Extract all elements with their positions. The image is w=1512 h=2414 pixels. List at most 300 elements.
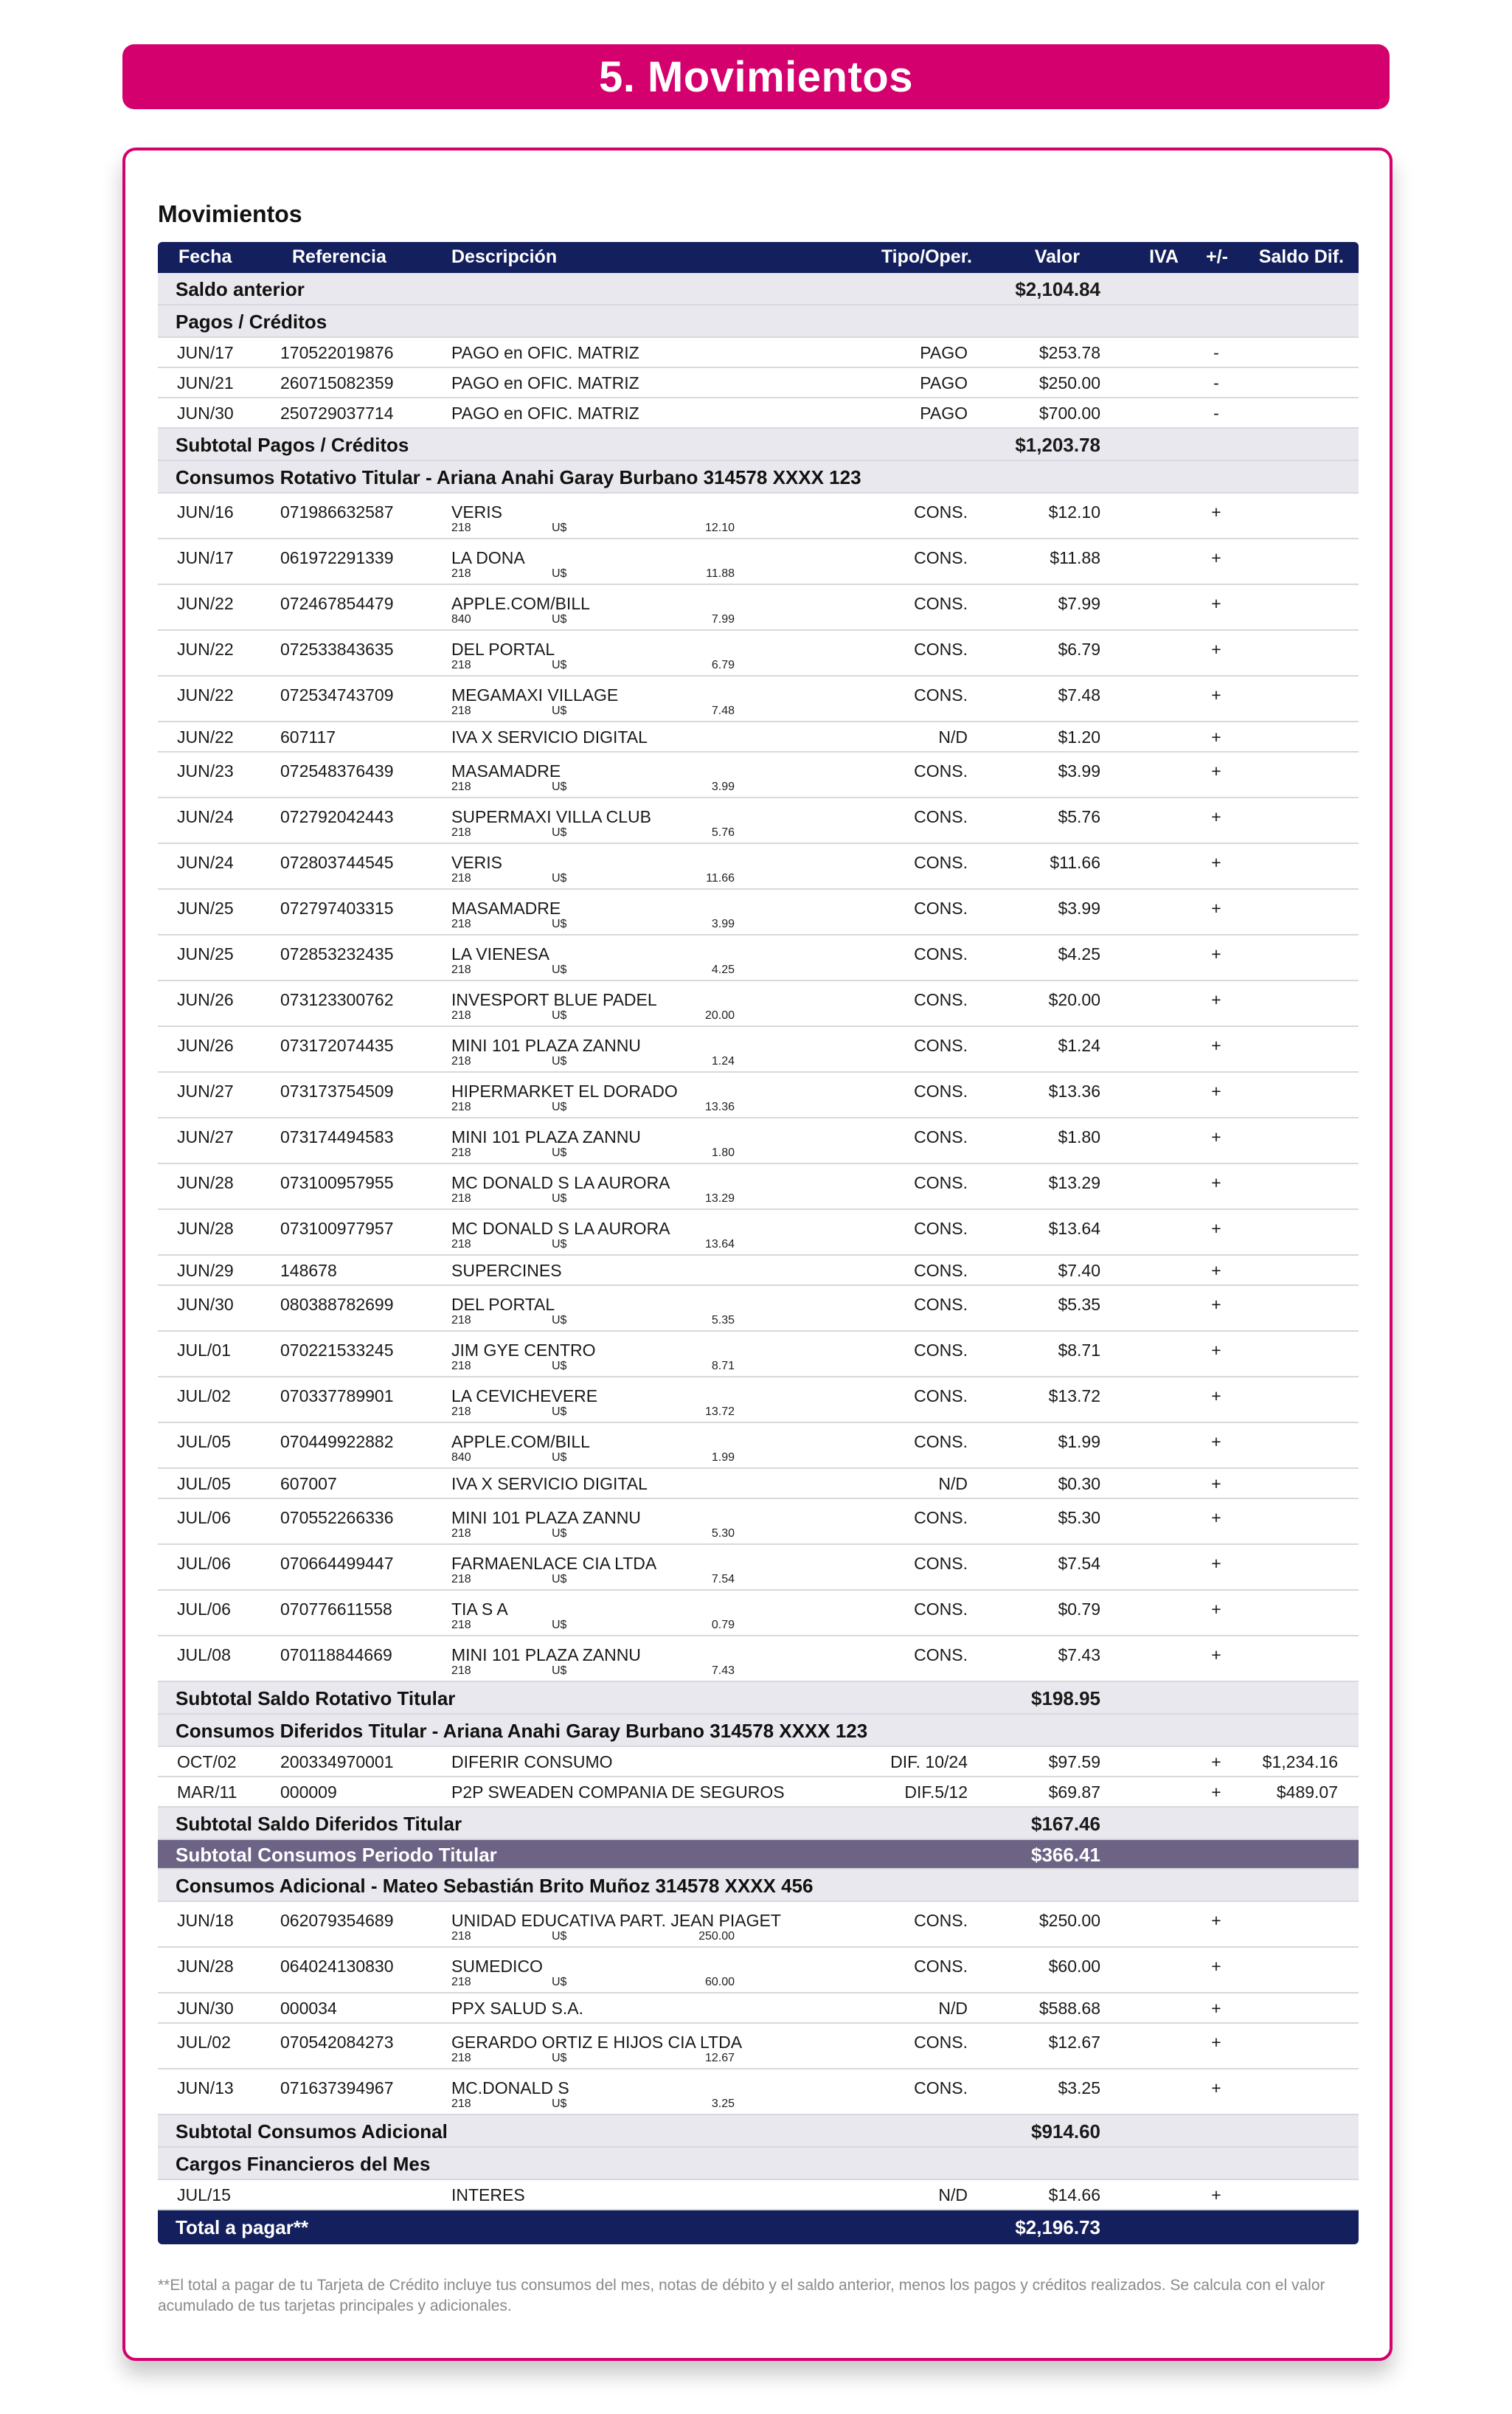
cell-fecha: JUN/27: [177, 1082, 234, 1101]
row-valor: $198.95: [1031, 1687, 1100, 1709]
cell-valor: $1.99: [1058, 1432, 1100, 1451]
cell-referencia: 072797403315: [280, 899, 394, 918]
cell-referencia: 073123300762: [280, 990, 394, 1009]
header-saldo-dif: Saldo Dif.: [1258, 246, 1344, 267]
cell-fecha: JUN/26: [177, 990, 234, 1009]
table-row: [158, 1286, 1359, 1332]
cell-original-amount: 60.00: [704, 1976, 735, 1988]
cell-fecha: JUL/05: [177, 1474, 231, 1493]
cell-original-amount: 11.88: [706, 567, 735, 580]
header-iva: IVA: [1149, 246, 1179, 267]
cell-valor: $13.36: [1048, 1082, 1100, 1101]
cell-referencia: 070449922882: [280, 1432, 394, 1451]
cell-original-amount: 5.76: [711, 826, 735, 839]
cell-descripcion: PAGO en OFIC. MATRIZ: [451, 343, 639, 362]
cell-original-amount: 8.71: [711, 1360, 735, 1372]
cell-original-amount: 3.99: [711, 918, 735, 930]
cell-fecha: MAR/11: [177, 1782, 237, 1802]
table-row: [158, 753, 1359, 798]
cell-currency: U$: [552, 1664, 567, 1677]
cell-referencia: 070118844669: [280, 1645, 392, 1664]
cell-country-code: 218: [451, 1238, 471, 1251]
cell-sign: +: [1211, 853, 1221, 872]
cell-referencia: 072792042443: [280, 807, 394, 826]
cell-valor: $7.54: [1058, 1554, 1100, 1573]
cell-country-code: 218: [451, 964, 471, 976]
cell-currency: U$: [552, 1573, 567, 1585]
table-row: [158, 1118, 1359, 1164]
cell-currency: U$: [552, 567, 567, 580]
table-row: [158, 798, 1359, 844]
table-row: [158, 677, 1359, 722]
cell-valor: $7.99: [1058, 594, 1100, 613]
cell-country-code: 218: [451, 1930, 471, 1943]
table-row: [158, 1210, 1359, 1256]
cell-referencia: 170522019876: [280, 343, 394, 362]
cell-tipo: CONS.: [914, 1554, 968, 1573]
movements-title: Movimientos: [158, 201, 302, 227]
cell-valor: $3.25: [1058, 2078, 1100, 2097]
cell-sign: +: [1211, 1386, 1221, 1405]
cell-original-amount: 7.48: [711, 705, 735, 717]
cell-sign: +: [1211, 1341, 1221, 1360]
cell-descripcion: IVA X SERVICIO DIGITAL: [451, 727, 648, 747]
cell-fecha: JUN/16: [177, 502, 234, 522]
cell-sign: +: [1211, 1127, 1221, 1147]
cell-referencia: 072853232435: [280, 944, 394, 964]
section-row: [158, 2148, 1359, 2180]
cell-sign: +: [1211, 1911, 1221, 1930]
header-valor: Valor: [1034, 246, 1080, 267]
cell-referencia: 607117: [280, 727, 336, 747]
movements-card: [122, 148, 1393, 2361]
table-row: [158, 1469, 1359, 1499]
row-valor: $2,196.73: [1015, 2216, 1100, 2238]
cell-referencia: 607007: [280, 1474, 337, 1493]
cell-country-code: 218: [451, 781, 471, 793]
table-row: [158, 844, 1359, 890]
cell-descripcion: MC DONALD S LA AURORA: [451, 1219, 670, 1238]
cell-valor: $700.00: [1038, 404, 1100, 423]
cell-fecha: JUL/06: [177, 1508, 231, 1527]
cell-valor: $20.00: [1048, 990, 1100, 1009]
cell-sign: +: [1211, 1645, 1221, 1664]
footnote: **El total a pagar de tu Tarjeta de Crédito incluye tus consumos del mes, notas de débito y el saldo anterior, menos los pagos y créditos realizados. Se calcula con el valor acumulado de tus tarjetas principales y adicionales.: [158, 2277, 1325, 2314]
cell-fecha: JUL/15: [177, 2185, 231, 2204]
cell-fecha: JUL/02: [177, 2033, 231, 2052]
cell-referencia: 000034: [280, 1999, 337, 2018]
cell-fecha: JUN/13: [177, 2078, 234, 2097]
cell-valor: $13.29: [1048, 1173, 1100, 1192]
table-row: [158, 494, 1359, 539]
cell-sign: +: [1211, 1036, 1221, 1055]
cell-referencia: 072548376439: [280, 761, 394, 781]
row-label: Saldo anterior: [176, 278, 305, 300]
cell-sign: +: [1211, 761, 1221, 781]
row-label: Total a pagar**: [176, 2216, 309, 2238]
total-row: [158, 2210, 1359, 2244]
cell-valor: $7.48: [1058, 685, 1100, 705]
cell-valor: $11.88: [1050, 548, 1100, 567]
cell-tipo: CONS.: [914, 1173, 968, 1192]
cell-valor: $1.24: [1058, 1036, 1100, 1055]
cell-original-amount: 13.36: [704, 1101, 735, 1113]
cell-currency: U$: [552, 2052, 567, 2064]
cell-currency: U$: [552, 659, 567, 671]
row-label: Subtotal Saldo Diferidos Titular: [176, 1813, 462, 1835]
cell-country-code: 218: [451, 1619, 471, 1631]
cell-descripcion: MINI 101 PLAZA ZANNU: [451, 1036, 641, 1055]
table-row: [158, 1902, 1359, 1948]
cell-referencia: 073173754509: [280, 1082, 394, 1101]
cell-referencia: 072533843635: [280, 640, 394, 659]
cell-tipo: CONS.: [914, 1957, 968, 1976]
cell-tipo: N/D: [938, 1474, 968, 1493]
cell-descripcion: SUPERCINES: [451, 1261, 562, 1280]
table-row: [158, 368, 1359, 398]
cell-original-amount: 20.00: [704, 1009, 735, 1022]
table-row: [158, 1164, 1359, 1210]
cell-original-amount: 1.80: [711, 1147, 735, 1159]
cell-valor: $13.64: [1048, 1219, 1100, 1238]
cell-referencia: 260715082359: [280, 373, 394, 392]
cell-descripcion: MC.DONALD S: [451, 2078, 569, 2097]
section-row: [158, 1870, 1359, 1902]
table-row: [158, 981, 1359, 1027]
cell-country-code: 218: [451, 1055, 471, 1068]
cell-descripcion: GERARDO ORTIZ E HIJOS CIA LTDA: [451, 2033, 743, 2052]
cell-sign: +: [1211, 1173, 1221, 1192]
table-row: [158, 539, 1359, 585]
row-valor: $167.46: [1031, 1813, 1100, 1835]
cell-fecha: JUN/25: [177, 899, 234, 918]
table-row: [158, 1073, 1359, 1118]
cell-descripcion: JIM GYE CENTRO: [451, 1341, 596, 1360]
cell-sign: +: [1211, 2185, 1221, 2204]
table-row: [158, 398, 1359, 429]
cell-fecha: JUN/26: [177, 1036, 234, 1055]
cell-referencia: 080388782699: [280, 1295, 394, 1314]
cell-descripcion: LA CEVICHEVERE: [451, 1386, 598, 1405]
cell-valor: $0.30: [1058, 1474, 1100, 1493]
cell-original-amount: 1.24: [711, 1055, 735, 1068]
cell-tipo: N/D: [938, 1999, 968, 2018]
cell-original-amount: 5.30: [711, 1527, 735, 1540]
cell-currency: U$: [552, 705, 567, 717]
cell-referencia: 073100957955: [280, 1173, 394, 1192]
cell-valor: $6.79: [1058, 640, 1100, 659]
cell-descripcion: INTERES: [451, 2185, 525, 2204]
section-row: [158, 1682, 1359, 1715]
cell-sign: +: [1211, 1295, 1221, 1314]
cell-country-code: 218: [451, 1664, 471, 1677]
cell-referencia: 070776611558: [280, 1599, 392, 1619]
cell-referencia: 062079354689: [280, 1911, 394, 1930]
cell-tipo: CONS.: [914, 944, 968, 964]
cell-original-amount: 1.99: [711, 1451, 735, 1464]
cell-descripcion: DEL PORTAL: [451, 1295, 555, 1314]
cell-descripcion: PAGO en OFIC. MATRIZ: [451, 373, 639, 392]
cell-country-code: 218: [451, 1360, 471, 1372]
cell-fecha: JUL/06: [177, 1554, 231, 1573]
section-banner: [122, 44, 1390, 109]
cell-currency: U$: [552, 2097, 567, 2110]
cell-country-code: 218: [451, 567, 471, 580]
cell-tipo: CONS.: [914, 1645, 968, 1664]
cell-tipo: CONS.: [914, 990, 968, 1009]
cell-sign: +: [1211, 1957, 1221, 1976]
header-fecha: Fecha: [178, 246, 232, 267]
cell-fecha: JUN/22: [177, 727, 234, 747]
cell-tipo: DIF. 10/24: [890, 1752, 968, 1771]
cell-descripcion: DEL PORTAL: [451, 640, 555, 659]
cell-original-amount: 7.99: [711, 613, 735, 626]
cell-tipo: PAGO: [920, 373, 968, 392]
row-label: Consumos Diferidos Titular - Ariana Anahi Garay Burbano 314578 XXXX 123: [176, 1720, 868, 1742]
cell-fecha: JUN/28: [177, 1957, 234, 1976]
cell-currency: U$: [552, 1009, 567, 1022]
cell-referencia: 073100977957: [280, 1219, 394, 1238]
cell-fecha: JUN/17: [177, 548, 234, 567]
cell-referencia: 071637394967: [280, 2078, 394, 2097]
cell-sign: +: [1211, 990, 1221, 1009]
cell-tipo: DIF.5/12: [904, 1782, 968, 1802]
cell-sign: +: [1211, 1474, 1221, 1493]
cell-descripcion: MINI 101 PLAZA ZANNU: [451, 1127, 641, 1147]
cell-descripcion: LA DONA: [451, 548, 525, 567]
cell-country-code: 218: [451, 705, 471, 717]
cell-descripcion: VERIS: [451, 502, 503, 522]
cell-sign: +: [1211, 1999, 1221, 2018]
cell-fecha: JUN/17: [177, 343, 234, 362]
cell-original-amount: 12.67: [704, 2052, 735, 2064]
cell-sign: +: [1211, 899, 1221, 918]
cell-tipo: CONS.: [914, 594, 968, 613]
cell-fecha: JUL/01: [177, 1341, 231, 1360]
cell-fecha: JUN/25: [177, 944, 234, 964]
cell-sign: +: [1211, 944, 1221, 964]
cell-currency: U$: [552, 1619, 567, 1631]
cell-country-code: 218: [451, 1573, 471, 1585]
cell-currency: U$: [552, 1360, 567, 1372]
cell-referencia: 070552266336: [280, 1508, 394, 1527]
cell-sign: +: [1211, 2033, 1221, 2052]
row-label: Pagos / Créditos: [176, 311, 327, 333]
cell-descripcion: P2P SWEADEN COMPANIA DE SEGUROS: [451, 1782, 785, 1802]
cell-fecha: JUN/21: [177, 373, 234, 392]
table-row: [158, 1332, 1359, 1377]
cell-currency: U$: [552, 1527, 567, 1540]
cell-currency: U$: [552, 1976, 567, 1988]
cell-descripcion: MINI 101 PLAZA ZANNU: [451, 1645, 641, 1664]
cell-currency: U$: [552, 1147, 567, 1159]
section-row: [158, 273, 1359, 305]
cell-descripcion: HIPERMARKET EL DORADO: [451, 1082, 678, 1101]
cell-descripcion: IVA X SERVICIO DIGITAL: [451, 1474, 648, 1493]
cell-referencia: 073172074435: [280, 1036, 394, 1055]
cell-currency: U$: [552, 872, 567, 885]
cell-descripcion: APPLE.COM/BILL: [451, 1432, 590, 1451]
table-row: [158, 1993, 1359, 2024]
cell-sign: +: [1211, 1219, 1221, 1238]
section-row: [158, 1715, 1359, 1747]
cell-sign: -: [1213, 404, 1219, 423]
cell-sign: +: [1211, 1599, 1221, 1619]
cell-valor: $7.43: [1058, 1645, 1100, 1664]
cell-tipo: CONS.: [914, 2078, 968, 2097]
cell-original-amount: 3.25: [711, 2097, 735, 2110]
movements-table: [158, 242, 1359, 2244]
cell-referencia: 061972291339: [280, 548, 394, 567]
cell-currency: U$: [552, 1314, 567, 1327]
cell-country-code: 218: [451, 872, 471, 885]
table-row: [158, 935, 1359, 981]
cell-country-code: 218: [451, 522, 471, 534]
cell-valor: $588.68: [1038, 1999, 1100, 2018]
cell-valor: $253.78: [1038, 343, 1100, 362]
cell-descripcion: SUMEDICO: [451, 1957, 543, 1976]
cell-tipo: CONS.: [914, 1341, 968, 1360]
table-row: [158, 1377, 1359, 1423]
cell-fecha: JUN/18: [177, 1911, 234, 1930]
cell-valor: $12.10: [1048, 502, 1100, 522]
cell-valor: $1.80: [1058, 1127, 1100, 1147]
table-row: [158, 722, 1359, 753]
cell-currency: U$: [552, 1238, 567, 1251]
cell-referencia: 250729037714: [280, 404, 394, 423]
cell-referencia: 072534743709: [280, 685, 394, 705]
cell-currency: U$: [552, 1451, 567, 1464]
cell-descripcion: DIFERIR CONSUMO: [451, 1752, 613, 1771]
table-row: [158, 1423, 1359, 1469]
header-referencia: Referencia: [292, 246, 386, 267]
table-row: [158, 338, 1359, 368]
cell-referencia: 071986632587: [280, 502, 394, 522]
header-descripcion: Descripción: [451, 246, 558, 267]
cell-referencia: 072467854479: [280, 594, 394, 613]
cell-sign: +: [1211, 2078, 1221, 2097]
cell-original-amount: 5.35: [711, 1314, 735, 1327]
cell-valor: $3.99: [1058, 761, 1100, 781]
cell-valor: $250.00: [1038, 373, 1100, 392]
row-label: Subtotal Pagos / Créditos: [176, 434, 409, 456]
cell-country-code: 218: [451, 1101, 471, 1113]
cell-original-amount: 250.00: [698, 1930, 735, 1943]
banner-title: 5. Movimientos: [599, 52, 913, 101]
cell-valor: $97.59: [1048, 1752, 1100, 1771]
cell-fecha: JUL/05: [177, 1432, 231, 1451]
cell-tipo: CONS.: [914, 1219, 968, 1238]
cell-currency: U$: [552, 1930, 567, 1943]
cell-original-amount: 7.54: [711, 1573, 735, 1585]
table-row: [158, 2024, 1359, 2069]
cell-valor: $5.76: [1058, 807, 1100, 826]
cell-descripcion: FARMAENLACE CIA LTDA: [451, 1554, 657, 1573]
cell-referencia: 070664499447: [280, 1554, 394, 1573]
cell-saldo-dif: $1,234.16: [1262, 1752, 1338, 1771]
cell-tipo: CONS.: [914, 548, 968, 567]
cell-sign: +: [1211, 685, 1221, 705]
cell-valor: $1.20: [1058, 727, 1100, 747]
cell-fecha: JUN/23: [177, 761, 234, 781]
cell-currency: U$: [552, 826, 567, 839]
cell-tipo: CONS.: [914, 640, 968, 659]
cell-tipo: CONS.: [914, 1127, 968, 1147]
table-row: [158, 2069, 1359, 2115]
cell-descripcion: MASAMADRE: [451, 899, 561, 918]
cell-tipo: CONS.: [914, 853, 968, 872]
cell-descripcion: LA VIENESA: [451, 944, 549, 964]
cell-descripcion: SUPERMAXI VILLA CLUB: [451, 807, 651, 826]
cell-valor: $250.00: [1038, 1911, 1100, 1930]
cell-country-code: 218: [451, 1976, 471, 1988]
cell-tipo: CONS.: [914, 1432, 968, 1451]
header-tipo: Tipo/Oper.: [881, 246, 972, 267]
cell-fecha: JUL/06: [177, 1599, 231, 1619]
cell-descripcion: MC DONALD S LA AURORA: [451, 1173, 670, 1192]
table-row: [158, 585, 1359, 631]
cell-original-amount: 12.10: [704, 522, 735, 534]
cell-valor: $13.72: [1048, 1386, 1100, 1405]
cell-tipo: CONS.: [914, 1295, 968, 1314]
cell-referencia: 064024130830: [280, 1957, 394, 1976]
cell-valor: $5.30: [1058, 1508, 1100, 1527]
cell-original-amount: 7.43: [711, 1664, 735, 1677]
cell-country-code: 218: [451, 2097, 471, 2110]
section-row: [158, 2115, 1359, 2148]
row-valor: $2,104.84: [1015, 278, 1100, 300]
cell-fecha: JUL/08: [177, 1645, 231, 1664]
table-row: [158, 1747, 1359, 1777]
row-valor: $914.60: [1031, 2120, 1100, 2142]
cell-referencia: 070337789901: [280, 1386, 394, 1405]
cell-sign: +: [1211, 640, 1221, 659]
cell-country-code: 218: [451, 1147, 471, 1159]
cell-valor: $5.35: [1058, 1295, 1100, 1314]
cell-currency: U$: [552, 1192, 567, 1205]
cell-original-amount: 13.64: [704, 1238, 735, 1251]
section-row: [158, 461, 1359, 494]
cell-valor: $0.79: [1058, 1599, 1100, 1619]
cell-sign: +: [1211, 1508, 1221, 1527]
cell-fecha: JUN/22: [177, 685, 234, 705]
cell-descripcion: VERIS: [451, 853, 503, 872]
cell-country-code: 218: [451, 2052, 471, 2064]
cell-country-code: 218: [451, 659, 471, 671]
cell-fecha: OCT/02: [177, 1752, 237, 1771]
row-valor: $366.41: [1031, 1844, 1100, 1866]
row-label: Consumos Adicional - Mateo Sebastián Brito Muñoz 314578 XXXX 456: [176, 1875, 814, 1897]
table-row: [158, 631, 1359, 677]
cell-sign: +: [1211, 1261, 1221, 1280]
section-row: [158, 305, 1359, 338]
cell-sign: +: [1211, 1082, 1221, 1101]
cell-saldo-dif: $489.07: [1276, 1782, 1338, 1802]
cell-referencia: 000009: [280, 1782, 337, 1802]
cell-original-amount: 0.79: [711, 1619, 735, 1631]
cell-tipo: CONS.: [914, 1036, 968, 1055]
header-sign: +/-: [1206, 246, 1228, 267]
cell-country-code: 840: [451, 613, 471, 626]
highlight-subtotal-row: [158, 1840, 1359, 1870]
row-label: Subtotal Consumos Adicional: [176, 2120, 448, 2142]
cell-descripcion: PAGO en OFIC. MATRIZ: [451, 404, 639, 423]
cell-tipo: PAGO: [920, 404, 968, 423]
cell-currency: U$: [552, 522, 567, 534]
cell-descripcion: UNIDAD EDUCATIVA PART. JEAN PIAGET: [451, 1911, 781, 1930]
cell-tipo: CONS.: [914, 1261, 968, 1280]
cell-original-amount: 4.25: [711, 964, 735, 976]
